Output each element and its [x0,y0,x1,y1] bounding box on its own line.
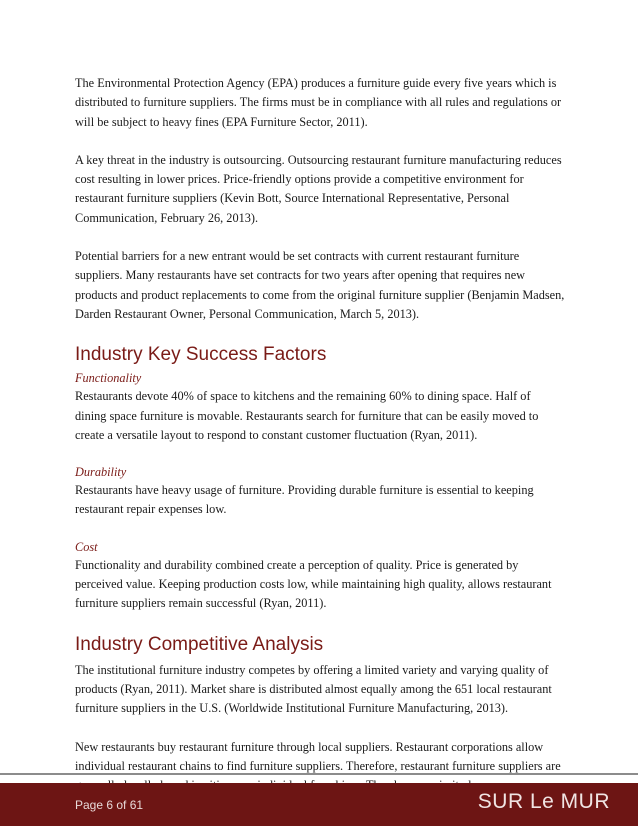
document-content [75,74,565,795]
paragraph-local-suppliers: New restaurants buy restaurant furniture through local suppliers. Restaurant corporations allow individual restaurant chains to find furniture suppliers. Therefore, restaurant furniture suppliers are [75,739,561,773]
page-footer [0,783,638,826]
paragraph-outsourcing: A key threat in the industry is outsourcing. Outsourcing restaurant furniture manufacturing reduces cost resulting in lower prices. Price-friendly options provide a competitive environment for restaurant furniture suppliers (Kevin Bott, Source International Representative, Personal Communication, February 26, 2013). [75,152,562,225]
subheading-durability: Durability [75,465,127,480]
heading-key-success-factors: Industry Key Success Factors [75,344,327,366]
subheading-functionality: Functionality [75,371,142,386]
page-number: Page 6 of 61 [75,798,144,812]
paragraph-epa: The Environmental Protection Agency (EPA) produces a furniture guide every five years which is distributed to furniture suppliers. The firms must be in compliance with all rules and regulations or will be subject to heavy fines (EPA Furniture Sector, 2011). [75,76,562,129]
footer-divider [0,773,638,775]
paragraph-competition: The institutional furniture industry competes by offering a limited variety and varying quality of products (Ryan, 2011). Market share is distributed almost equally among the 651 local restaurant furniture suppliers in the U.S. (Worldwide Institutional Furniture Manufacturing, 2013). [75,662,552,716]
paragraph-barriers: Potential barriers for a new entrant would be set contracts with current restaurant furniture suppliers. Many restaurants have set contracts for two years after opening that requires new products and product replacements to come from the original furniture supplier (Benjamin Madsen, Darden Restaurant Owner, Personal Communication, March 5, 2013). [75,249,565,321]
brand-logo-text: SUR Le MUR [477,790,610,813]
paragraph-functionality: Restaurants devote 40% of space to kitchens and the remaining 60% to dining space. Half of dining space furniture is movable. Restaurants search for furniture that can be easily moved to create a versatile layout to respond to constant customer fluctuation (Ryan, 2011). [75,389,539,442]
paragraph-cost: Functionality and durability combined create a perception of quality. Price is generated by perceived value. Keeping production costs low, while maintaining high quality, allows restaurant furniture suppliers remain successful (Ryan, 2011). [75,557,552,611]
heading-competitive-analysis: Industry Competitive Analysis [75,633,324,655]
paragraph-durability: Restaurants have heavy usage of furniture. Providing durable furniture is essential to keeping restaurant repair expenses low. [75,483,534,517]
subheading-cost: Cost [75,539,98,554]
